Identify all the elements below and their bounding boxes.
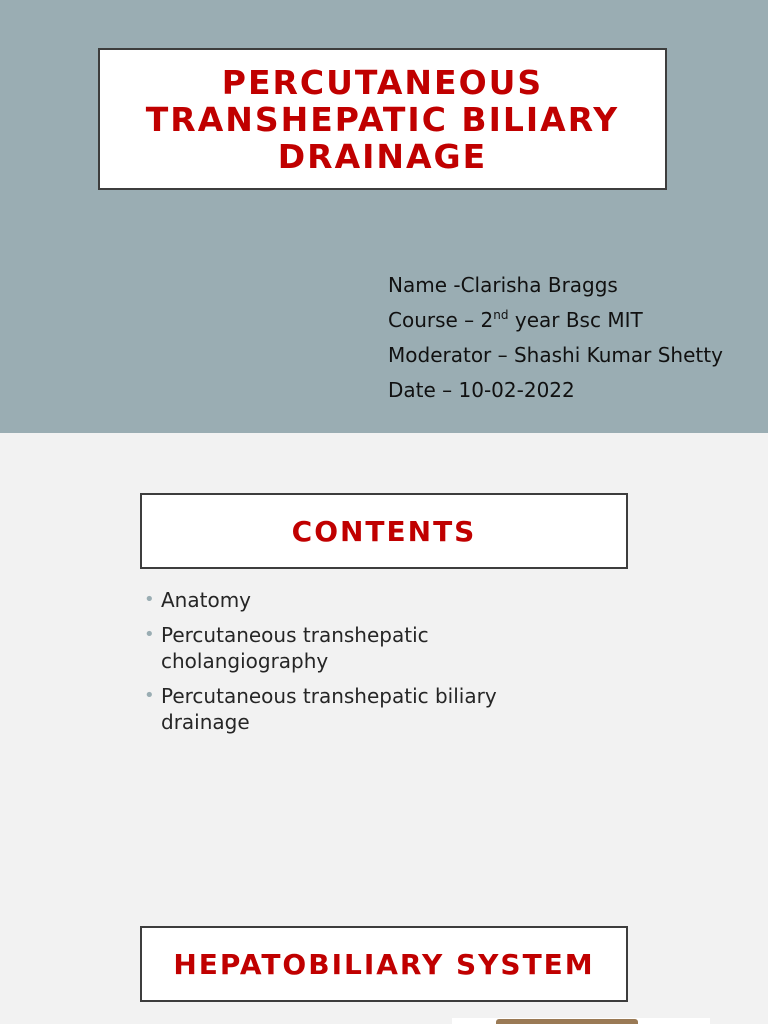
list-item bbox=[144, 683, 564, 735]
bullet-icon: • bbox=[144, 685, 155, 706]
anatomy-image-edge bbox=[496, 1019, 638, 1024]
date-line: Date – 10-02-2022 bbox=[388, 378, 575, 402]
list-item-text: Percutaneous transhepatic biliary drainage bbox=[161, 684, 497, 734]
list-item-text: Anatomy bbox=[161, 588, 252, 612]
course-line bbox=[388, 303, 723, 338]
bullet-icon: • bbox=[144, 624, 155, 645]
course-prefix: Course – 2 bbox=[388, 308, 494, 332]
hepatobiliary-slide bbox=[0, 866, 768, 1024]
title-slide bbox=[0, 0, 768, 433]
bullet-icon: • bbox=[144, 589, 155, 610]
presenter-name: Name -Clarisha Braggs bbox=[388, 273, 618, 297]
presentation-title: PERCUTANEOUS TRANSHEPATIC BILIARY DRAINAGE bbox=[98, 48, 667, 190]
list-item bbox=[144, 587, 564, 613]
course-suffix: year Bsc MIT bbox=[508, 308, 643, 332]
presenter-info bbox=[388, 268, 723, 408]
course-superscript: nd bbox=[493, 308, 509, 322]
moderator-line: Moderator – Shashi Kumar Shetty bbox=[388, 343, 723, 367]
list-item bbox=[144, 622, 564, 674]
list-item-text: Percutaneous transhepatic cholangiography bbox=[161, 623, 429, 673]
anatomy-image bbox=[452, 1018, 710, 1024]
contents-slide bbox=[0, 433, 768, 866]
hepatobiliary-title: HEPATOBILIARY SYSTEM bbox=[140, 926, 628, 1002]
contents-list bbox=[144, 587, 564, 744]
contents-title: CONTENTS bbox=[140, 493, 628, 569]
